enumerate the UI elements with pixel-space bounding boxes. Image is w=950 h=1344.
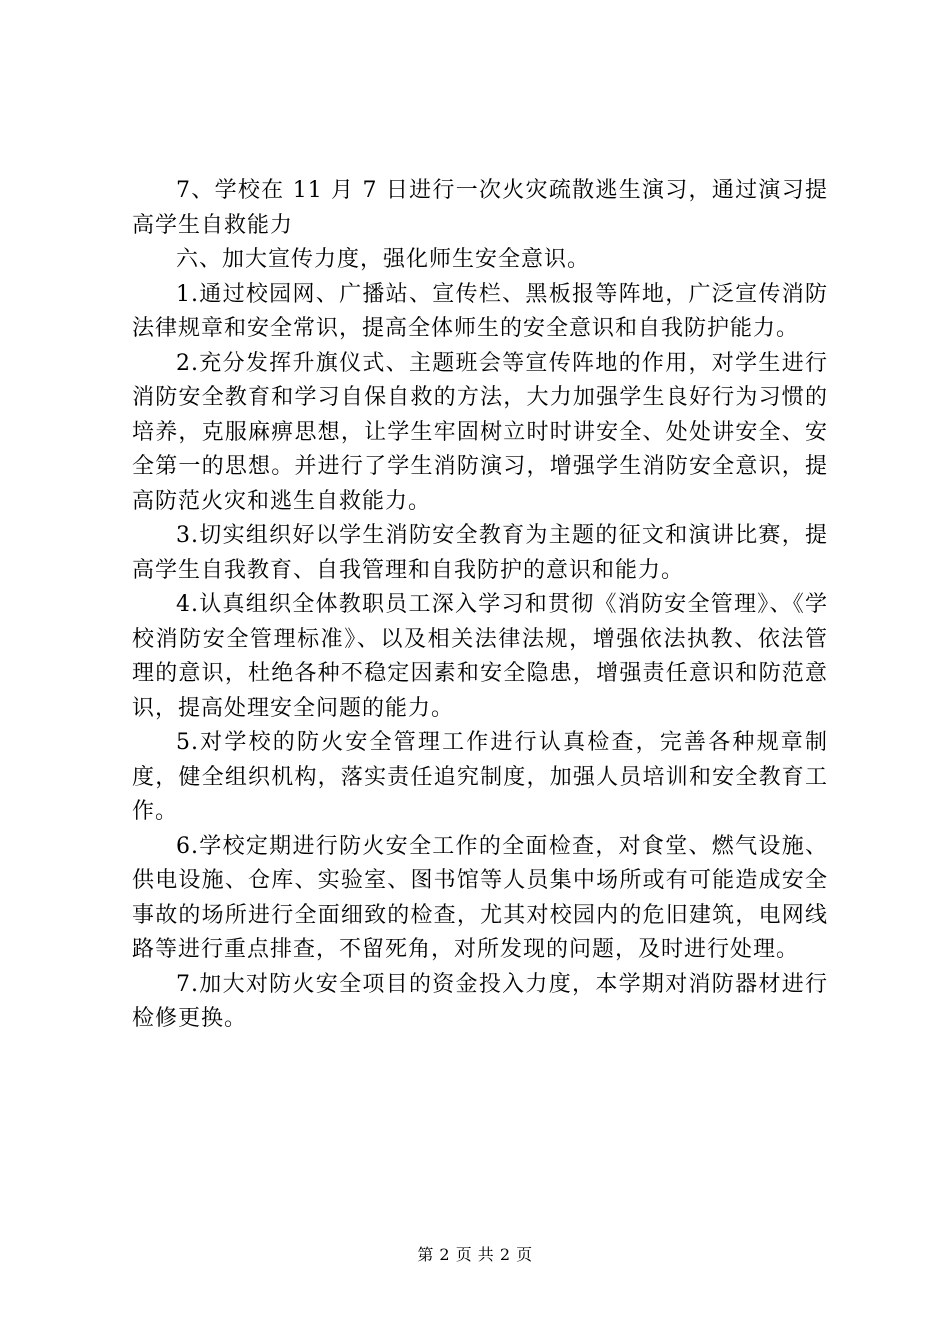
paragraph-section-six-heading: 六、加大宣传力度，强化师生安全意识。 xyxy=(176,247,591,272)
paragraph-item-3: 3.切实组织好以学生消防安全教育为主题的征文和演讲比赛，提高学生自我教育、自我管理和自我防护的意识和能力。 xyxy=(132,523,828,583)
paragraph-item-5: 5.对学校的防火安全管理工作进行认真检查，完善各种规章制度，健全组织机构，落实责任追究制度，加强人员培训和安全教育工作。 xyxy=(132,730,828,824)
paragraph-item-4: 4.认真组织全体教职员工深入学习和贯彻《消防安全管理》、《学校消防安全管理标准》、以及相关法律法规，增强依法执教、依法管理的意识，杜绝各种不稳定因素和安全隐患，增强责任意识和防范意识，提高处理安全问题的能力。 xyxy=(132,592,828,721)
page-number-label: 第 2 页 共 2 页 xyxy=(417,1245,533,1264)
paragraph-item-1: 1.通过校园网、广播站、宣传栏、黑板报等阵地，广泛宣传消防法律规章和安全常识，提高全体师生的安全意识和自我防护能力。 xyxy=(132,281,828,341)
paragraph-drill: 7、学校在 11 月 7 日进行一次火灾疏散逃生演习，通过演习提高学生自救能力 xyxy=(132,178,828,238)
paragraph-item-7: 7.加大对防火安全项目的资金投入力度，本学期对消防器材进行检修更换。 xyxy=(132,971,828,1031)
paragraph-item-6: 6.学校定期进行防火安全工作的全面检查，对食堂、燃气设施、供电设施、仓库、实验室、图书馆等人员集中场所或有可能造成安全事故的场所进行全面细致的检查，尤其对校园内的危旧建筑，电网线路等进行重点排查，不留死角，对所发现的问题，及时进行处理。 xyxy=(132,833,828,962)
page-footer xyxy=(0,1244,950,1266)
paragraph-item-2: 2.充分发挥升旗仪式、主题班会等宣传阵地的作用，对学生进行消防安全教育和学习自保自救的方法，大力加强学生良好行为习惯的培养，克服麻痹思想，让学生牢固树立时时讲安全、处处讲安全、安全第一的思想。并进行了学生消防演习，增强学生消防安全意识，提高防范火灾和逃生自救能力。 xyxy=(132,350,828,514)
document-body xyxy=(132,174,828,1037)
